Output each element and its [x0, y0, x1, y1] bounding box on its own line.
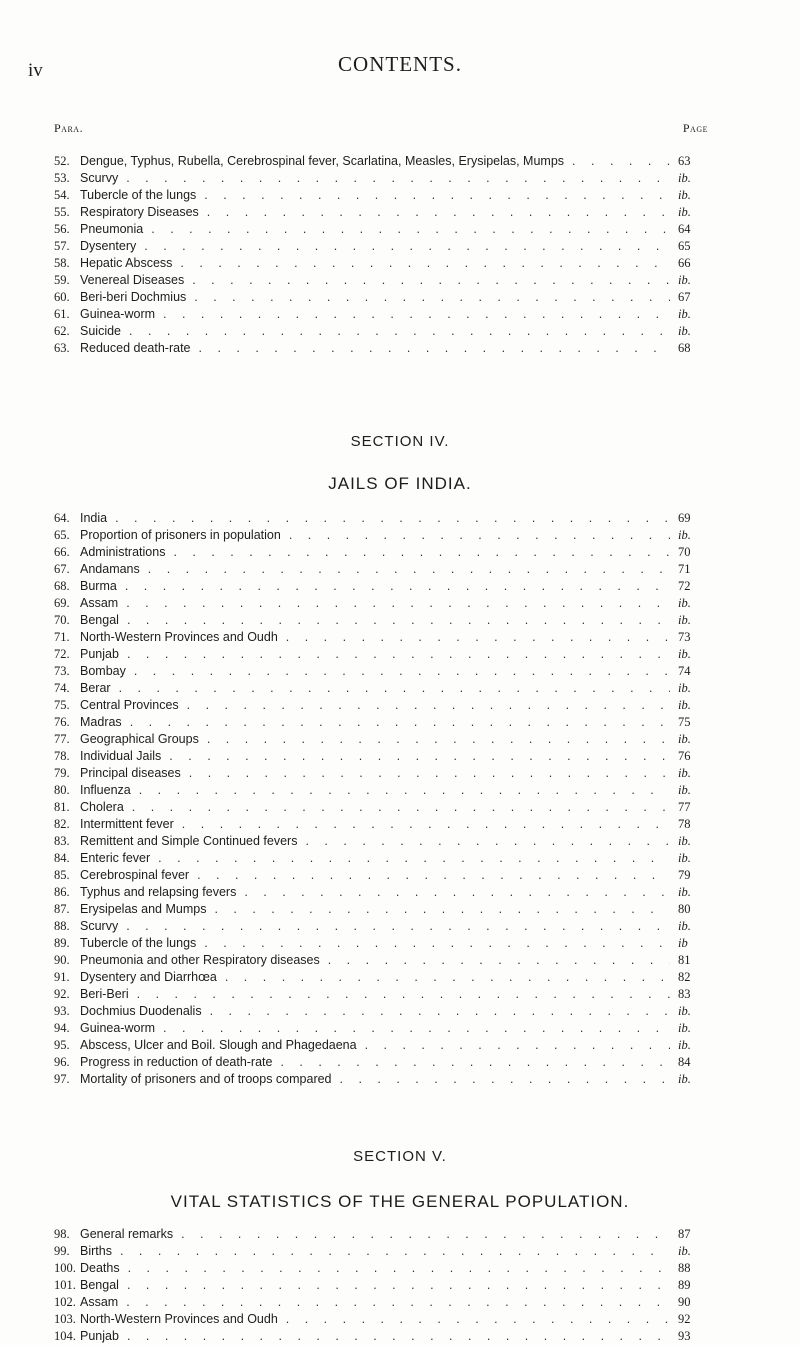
section-4-label: SECTION IV. — [350, 433, 450, 450]
entry-page: ib. — [678, 732, 691, 746]
entry-title: Dochmius Duodenalis — [80, 1004, 202, 1018]
entry-number: 57. — [54, 239, 70, 253]
leader-dots — [280, 1054, 670, 1071]
entry-title: Typhus and relapsing fevers — [80, 885, 237, 899]
entry-number: 81. — [54, 800, 70, 814]
toc-entry — [54, 816, 708, 833]
entry-page: 64 — [678, 222, 691, 236]
entry-title: Dengue, Typhus, Rubella, Cerebrospinal fever, Scarlatina, Measles, Erysipelas, Mumps — [80, 154, 565, 168]
toc-entry — [54, 1071, 708, 1088]
toc-entry — [54, 850, 708, 867]
leader-dots — [128, 1260, 670, 1277]
entry-page: ib. — [678, 528, 691, 542]
entry-number: 65. — [54, 528, 70, 542]
toc-entry — [54, 1328, 708, 1345]
entry-page: ib. — [678, 1004, 691, 1018]
entry-number: 92. — [54, 987, 70, 1001]
entry-page: 88 — [678, 1261, 691, 1275]
entry-page: 66 — [678, 256, 691, 270]
leader-dots — [151, 221, 670, 238]
entry-number: 98. — [54, 1227, 70, 1241]
entry-page: 79 — [678, 868, 691, 882]
entry-number: 99. — [54, 1244, 70, 1258]
entry-number: 103. — [54, 1312, 76, 1326]
entry-title: Enteric fever — [80, 851, 151, 865]
toc-entry — [54, 187, 708, 204]
leader-dots — [210, 1003, 670, 1020]
page-column-heading: Page — [682, 121, 708, 135]
page-folio: iv — [28, 60, 43, 81]
leader-dots — [199, 340, 671, 357]
leader-dots — [181, 1226, 670, 1243]
toc-entry — [54, 340, 708, 357]
entry-page: ib. — [678, 698, 691, 712]
leader-dots — [286, 1311, 670, 1328]
toc-entry — [54, 731, 708, 748]
entry-number: 88. — [54, 919, 70, 933]
leader-dots — [126, 918, 670, 935]
toc-entry — [54, 1277, 708, 1294]
entry-number: 66. — [54, 545, 70, 559]
entry-number: 80. — [54, 783, 70, 797]
entry-title: Andamans — [80, 562, 140, 576]
entry-title: Mortality of prisoners and of troops compared — [80, 1072, 332, 1086]
entry-title: Berar — [80, 681, 111, 695]
entry-number: 84. — [54, 851, 70, 865]
entry-number: 83. — [54, 834, 70, 848]
toc-entry — [54, 1054, 708, 1071]
toc-entry — [54, 918, 708, 935]
entry-page: 82 — [678, 970, 691, 984]
entry-page: 76 — [678, 749, 691, 763]
entry-page: ib. — [678, 851, 691, 865]
leader-dots — [214, 901, 670, 918]
entry-page: ib. — [678, 1072, 691, 1086]
toc-entry — [54, 323, 708, 340]
toc-entry — [54, 272, 708, 289]
entry-page: ib. — [678, 273, 691, 287]
leader-dots — [144, 238, 670, 255]
toc-entry — [54, 680, 708, 697]
toc-entry — [54, 561, 708, 578]
toc-entry — [54, 510, 708, 527]
toc-entry — [54, 612, 708, 629]
toc-entry — [54, 1311, 708, 1328]
section-5-label: SECTION V. — [353, 1148, 447, 1165]
entry-number: 62. — [54, 324, 70, 338]
entry-number: 100. — [54, 1261, 76, 1275]
toc-entry — [54, 629, 708, 646]
entry-title: Principal diseases — [80, 766, 181, 780]
leader-dots — [137, 986, 670, 1003]
entry-number: 82. — [54, 817, 70, 831]
entry-title: Individual Jails — [80, 749, 162, 763]
leader-dots — [132, 799, 670, 816]
leader-dots — [126, 1294, 670, 1311]
entry-page: 81 — [678, 953, 691, 967]
toc-entry — [54, 1037, 708, 1054]
entry-number: 54. — [54, 188, 70, 202]
entry-page: ib. — [678, 885, 691, 899]
entry-title: Pneumonia and other Respiratory diseases — [80, 953, 320, 967]
entry-number: 72. — [54, 647, 70, 661]
entry-number: 68. — [54, 579, 70, 593]
entry-number: 90. — [54, 953, 70, 967]
entry-number: 91. — [54, 970, 70, 984]
entry-title: Erysipelas and Mumps — [80, 902, 207, 916]
leader-dots — [139, 782, 670, 799]
entry-page: 74 — [678, 664, 691, 678]
leader-dots — [126, 595, 670, 612]
entry-number: 101. — [54, 1278, 76, 1292]
page-title: CONTENTS. — [338, 52, 462, 76]
entry-page: ib. — [678, 613, 691, 627]
entry-number: 69. — [54, 596, 70, 610]
leader-dots — [365, 1037, 670, 1054]
toc-entry — [54, 935, 708, 952]
entry-title: General remarks — [80, 1227, 174, 1241]
toc-entry — [54, 238, 708, 255]
entry-title: Central Provinces — [80, 698, 179, 712]
leader-dots — [187, 697, 670, 714]
toc-entry — [54, 952, 708, 969]
entry-title: Assam — [80, 596, 119, 610]
toc-entry — [54, 1226, 708, 1243]
entry-page: ib. — [678, 647, 691, 661]
entry-number: 102. — [54, 1295, 76, 1309]
entry-page: ib. — [678, 1244, 691, 1258]
toc-entry — [54, 578, 708, 595]
entry-number: 63. — [54, 341, 70, 355]
entry-title: Assam — [80, 1295, 119, 1309]
toc-entry — [54, 544, 708, 561]
entry-title: India — [80, 511, 108, 525]
entry-page: 67 — [678, 290, 691, 304]
entry-title: North-Western Provinces and Oudh — [80, 1312, 278, 1326]
entry-page: 70 — [678, 545, 691, 559]
toc-entry — [54, 170, 708, 187]
entry-number: 74. — [54, 681, 70, 695]
leader-dots — [182, 816, 670, 833]
entry-page: ib — [678, 936, 688, 950]
entry-page: 71 — [678, 562, 691, 576]
toc-entry — [54, 901, 708, 918]
toc-entry — [54, 867, 708, 884]
leader-dots — [204, 935, 670, 952]
entry-number: 97. — [54, 1072, 70, 1086]
entry-page: 68 — [678, 341, 691, 355]
entry-number: 52. — [54, 154, 70, 168]
leader-dots — [163, 306, 670, 323]
toc-entry — [54, 1243, 708, 1260]
leader-dots — [286, 629, 670, 646]
entry-page: ib. — [678, 834, 691, 848]
section-3-entries — [54, 153, 708, 357]
leader-dots — [305, 833, 670, 850]
entry-title: Births — [80, 1244, 112, 1258]
entry-title: Beri-Beri — [80, 987, 129, 1001]
entry-title: Progress in reduction of death-rate — [80, 1055, 273, 1069]
entry-number: 79. — [54, 766, 70, 780]
entry-title: Cerebrospinal fever — [80, 868, 190, 882]
toc-entry — [54, 697, 708, 714]
entry-title: North-Western Provinces and Oudh — [80, 630, 278, 644]
entry-number: 96. — [54, 1055, 70, 1069]
leader-dots — [127, 612, 670, 629]
entry-number: 78. — [54, 749, 70, 763]
toc-entry — [54, 833, 708, 850]
entry-title: Bengal — [80, 613, 119, 627]
toc-entry — [54, 527, 708, 544]
leader-dots — [134, 663, 670, 680]
entry-page: ib. — [678, 205, 691, 219]
entry-title: Madras — [80, 715, 122, 729]
entry-title: Proportion of prisoners in population — [80, 528, 281, 542]
section-5-entries — [54, 1226, 708, 1345]
entry-number: 75. — [54, 698, 70, 712]
entry-title: Influenza — [80, 783, 131, 797]
entry-page: 63 — [678, 154, 691, 168]
entry-number: 67. — [54, 562, 70, 576]
toc-entry — [54, 595, 708, 612]
entry-number: 86. — [54, 885, 70, 899]
entry-title: Burma — [80, 579, 117, 593]
toc-entry — [54, 986, 708, 1003]
toc-entry — [54, 289, 708, 306]
entry-page: ib. — [678, 766, 691, 780]
toc-entry — [54, 1003, 708, 1020]
entry-number: 95. — [54, 1038, 70, 1052]
leader-dots — [125, 578, 670, 595]
toc-entry — [54, 306, 708, 323]
toc-entry — [54, 204, 708, 221]
entry-title: Tubercle of the lungs — [80, 188, 197, 202]
entry-number: 59. — [54, 273, 70, 287]
entry-title: Pneumonia — [80, 222, 144, 236]
leader-dots — [115, 510, 670, 527]
entry-number: 87. — [54, 902, 70, 916]
leader-dots — [197, 867, 670, 884]
entry-number: 61. — [54, 307, 70, 321]
toc-entry — [54, 1294, 708, 1311]
toc-entry — [54, 714, 708, 731]
toc-entry — [54, 799, 708, 816]
entry-page: ib. — [678, 919, 691, 933]
leader-dots — [127, 1328, 670, 1345]
entry-number: 77. — [54, 732, 70, 746]
toc-entry — [54, 1020, 708, 1037]
leader-dots — [129, 323, 670, 340]
entry-page: ib. — [678, 783, 691, 797]
entry-title: Suicide — [80, 324, 121, 338]
leader-dots — [158, 850, 670, 867]
leader-dots — [204, 187, 670, 204]
entry-page: 69 — [678, 511, 691, 525]
entry-title: Cholera — [80, 800, 124, 814]
entry-title: Guinea-worm — [80, 307, 156, 321]
section-4-entries — [54, 510, 708, 1088]
entry-number: 70. — [54, 613, 70, 627]
para-column-heading: Para. — [54, 121, 84, 135]
entry-title: Punjab — [80, 1329, 119, 1343]
entry-page: ib. — [678, 171, 691, 185]
leader-dots — [225, 969, 670, 986]
entry-title: Bombay — [80, 664, 126, 678]
entry-number: 93. — [54, 1004, 70, 1018]
entry-title: Abscess, Ulcer and Boil. Slough and Phagedaena — [80, 1038, 357, 1052]
entry-number: 55. — [54, 205, 70, 219]
leader-dots — [120, 1243, 670, 1260]
entry-number: 104. — [54, 1329, 76, 1343]
entry-number: 73. — [54, 664, 70, 678]
entry-page: ib. — [678, 596, 691, 610]
entry-page: ib. — [678, 1038, 691, 1052]
toc-entry — [54, 748, 708, 765]
leader-dots — [126, 170, 670, 187]
leader-dots — [189, 765, 670, 782]
entry-number: 60. — [54, 290, 70, 304]
leader-dots — [244, 884, 670, 901]
leader-dots — [130, 714, 670, 731]
toc-entry — [54, 221, 708, 238]
entry-number: 85. — [54, 868, 70, 882]
entry-page: 77 — [678, 800, 691, 814]
entry-title: Intermittent fever — [80, 817, 174, 831]
entry-page: 83 — [678, 987, 691, 1001]
entry-page: 73 — [678, 630, 691, 644]
entry-page: ib. — [678, 188, 691, 202]
entry-page: 87 — [678, 1227, 691, 1241]
entry-title: Tubercle of the lungs — [80, 936, 197, 950]
entry-title: Deaths — [80, 1261, 120, 1275]
entry-page: 93 — [678, 1329, 691, 1343]
entry-number: 58. — [54, 256, 70, 270]
entry-number: 71. — [54, 630, 70, 644]
entry-page: 92 — [678, 1312, 691, 1326]
entry-page: ib. — [678, 307, 691, 321]
entry-page: 80 — [678, 902, 691, 916]
entry-page: 75 — [678, 715, 691, 729]
entry-title: Venereal Diseases — [80, 273, 185, 287]
entry-page: ib. — [678, 681, 691, 695]
entry-page: ib. — [678, 1021, 691, 1035]
leader-dots — [148, 561, 670, 578]
entry-title: Dysentery — [80, 239, 137, 253]
entry-title: Remittent and Simple Continued fevers — [80, 834, 298, 848]
entry-number: 94. — [54, 1021, 70, 1035]
leader-dots — [163, 1020, 670, 1037]
leader-dots — [207, 731, 670, 748]
entry-title: Scurvy — [80, 171, 119, 185]
toc-entry — [54, 663, 708, 680]
leader-dots — [127, 646, 670, 663]
toc-entry — [54, 1260, 708, 1277]
entry-number: 56. — [54, 222, 70, 236]
entry-title: Scurvy — [80, 919, 119, 933]
entry-number: 76. — [54, 715, 70, 729]
leader-dots — [289, 527, 670, 544]
leader-dots — [173, 544, 670, 561]
entry-page: 65 — [678, 239, 691, 253]
toc-entry — [54, 153, 708, 170]
entry-title: Bengal — [80, 1278, 119, 1292]
entry-page: 72 — [678, 579, 691, 593]
entry-title: Reduced death-rate — [80, 341, 191, 355]
toc-entry — [54, 782, 708, 799]
entry-title: Administrations — [80, 545, 166, 559]
leader-dots — [572, 153, 670, 170]
leader-dots — [169, 748, 670, 765]
toc-entry — [54, 969, 708, 986]
entry-page: 78 — [678, 817, 691, 831]
section-4-title: JAILS OF INDIA. — [328, 474, 472, 493]
entry-number: 53. — [54, 171, 70, 185]
entry-page: 89 — [678, 1278, 691, 1292]
entry-number: 64. — [54, 511, 70, 525]
toc-entry — [54, 255, 708, 272]
entry-title: Beri-beri Dochmius — [80, 290, 187, 304]
section-5-title: VITAL STATISTICS OF THE GENERAL POPULATION. — [170, 1192, 630, 1211]
entry-page: 84 — [678, 1055, 691, 1069]
entry-page: 90 — [678, 1295, 691, 1309]
leader-dots — [340, 1071, 670, 1088]
leader-dots — [328, 952, 670, 969]
toc-entry — [54, 646, 708, 663]
entry-title: Guinea-worm — [80, 1021, 156, 1035]
toc-entry — [54, 884, 708, 901]
leader-dots — [194, 289, 670, 306]
leader-dots — [119, 680, 670, 697]
leader-dots — [180, 255, 670, 272]
entry-number: 89. — [54, 936, 70, 950]
toc-entry — [54, 765, 708, 782]
entry-page: ib. — [678, 324, 691, 338]
leader-dots — [192, 272, 670, 289]
entry-title: Respiratory Diseases — [80, 205, 199, 219]
leader-dots — [207, 204, 670, 221]
leader-dots — [127, 1277, 670, 1294]
entry-title: Geographical Groups — [80, 732, 199, 746]
entry-title: Hepatic Abscess — [80, 256, 173, 270]
entry-title: Dysentery and Diarrhœa — [80, 970, 217, 984]
entry-title: Punjab — [80, 647, 119, 661]
